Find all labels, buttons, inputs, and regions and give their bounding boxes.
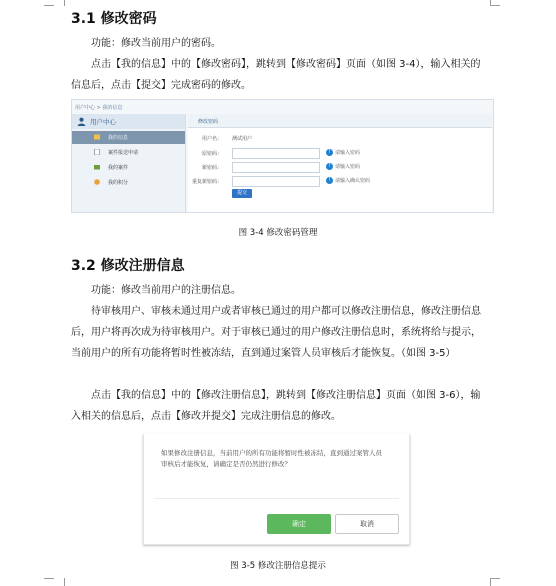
crop-mark: [490, 578, 500, 579]
new-password-hint: ! 请输入密码: [326, 163, 360, 170]
document-icon: [94, 149, 100, 155]
confirm-password-hint: ! 请输入确认密码: [326, 177, 370, 184]
sidebar-item-case-report[interactable]: [72, 146, 185, 159]
new-password-label: 新密码：: [201, 165, 222, 171]
info-icon: !: [326, 149, 333, 156]
panel-title: 修改密码: [188, 114, 492, 128]
old-password-label: 原密码：: [201, 151, 222, 157]
section-heading-3-2: 3.2 修改注册信息: [71, 258, 185, 274]
crop-mark: [490, 578, 501, 586]
sidebar: [72, 114, 186, 212]
username-label: 用户名：: [201, 136, 222, 142]
crop-mark: [54, 578, 65, 586]
dialog-message: 如果修改注册信息，当前用户的所有功能将暂时性被冻结，直到通过案管人员审核后才能恢复，请确定是否仍然进行修改？: [161, 449, 382, 468]
cancel-button[interactable]: 取消: [335, 514, 399, 534]
sidebar-item-label: 我的信息: [108, 135, 129, 141]
confirm-dialog: [143, 434, 410, 545]
steps-paragraph: 点击【我的信息】中的【修改密码】，跳转到【修改密码】页面（如图 3-4），输入相关的信息后，点击【提交】完成密码的修改。: [71, 59, 481, 91]
sidebar-item-label: 我的积分: [108, 180, 129, 186]
old-password-hint: ! 请输入密码: [326, 149, 360, 156]
submit-button[interactable]: 提交: [232, 189, 252, 198]
function-line: 功能：修改当前用户的密码。: [91, 38, 221, 49]
sidebar-item-my-cases[interactable]: [72, 161, 185, 174]
crop-mark: [44, 578, 54, 579]
user-icon: [77, 117, 86, 126]
username-row: [188, 133, 492, 144]
sidebar-item-label: 我的案件: [108, 165, 129, 171]
sidebar-item-my-info[interactable]: [72, 131, 185, 144]
coin-icon: [94, 179, 100, 185]
sidebar-header: [72, 114, 185, 129]
username-value: 测试用户: [232, 136, 253, 142]
paragraph: 点击【我的信息】中的【修改注册信息】，跳转到【修改注册信息】页面（如图 3-6），输入相关的信息后，点击【修改并提交】完成注册信息的修改。: [71, 390, 481, 422]
change-password-panel: [188, 114, 492, 212]
crop-mark: [490, 5, 500, 6]
user-card-icon: [94, 134, 100, 140]
confirm-button[interactable]: 确定: [267, 514, 331, 534]
function-line: 功能：修改当前用户的注册信息。: [91, 285, 241, 296]
divider: [154, 498, 399, 499]
folder-icon: [94, 164, 100, 170]
section-heading-3-1: 3.1 修改密码: [71, 11, 157, 27]
breadcrumb: 用户中心 > 我的信息: [75, 105, 123, 111]
figure-change-password: [71, 99, 494, 213]
confirm-password-field[interactable]: [232, 176, 320, 187]
crop-mark: [44, 5, 54, 6]
figure-caption-3-4: 图 3-4 修改密码管理: [238, 228, 318, 238]
new-password-row: [188, 162, 492, 173]
old-password-row: [188, 148, 492, 159]
figure-caption-3-5: 图 3-5 修改注册信息提示: [230, 561, 326, 571]
sidebar-title: 用户中心: [90, 118, 116, 126]
confirm-password-row: [188, 176, 492, 187]
old-password-field[interactable]: [232, 148, 320, 159]
info-icon: !: [326, 177, 333, 184]
paragraph: 待审核用户、审核未通过用户或者审核已通过的用户都可以修改注册信息，修改注册信息后，用户将再次成为待审核用户。对于审核已通过的用户修改注册信息时，系统将给与提示，当前用户的所有功能将暂时性被冻结，直到通过案管人员审核后才能恢复。（如图 3-5）: [71, 306, 481, 359]
new-password-field[interactable]: [232, 162, 320, 173]
sidebar-item-label: 案件报送申请: [108, 150, 139, 156]
sidebar-item-my-points[interactable]: [72, 176, 185, 189]
info-icon: !: [326, 163, 333, 170]
crop-mark: [54, 0, 65, 6]
confirm-password-label: 重复新密码：: [191, 179, 222, 185]
